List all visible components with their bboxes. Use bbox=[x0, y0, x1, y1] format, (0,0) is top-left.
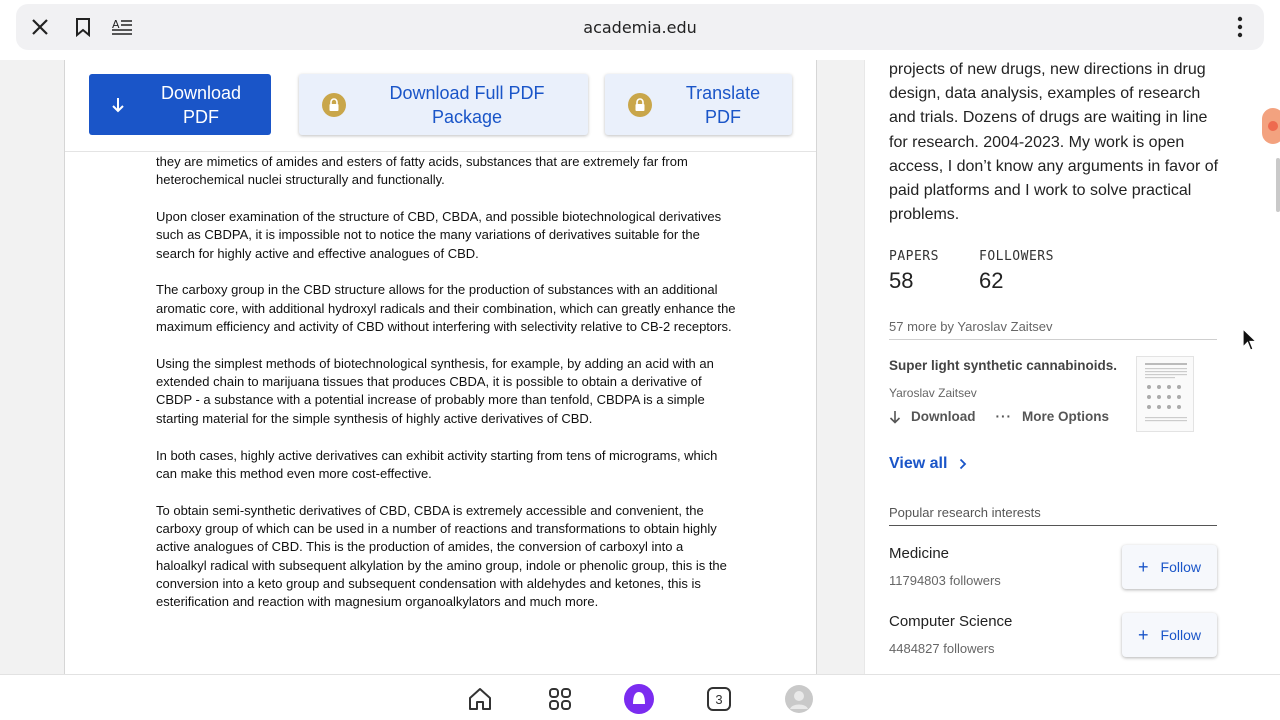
assistant-icon[interactable] bbox=[623, 683, 655, 715]
paper-author[interactable]: Yaroslav Zaitsev bbox=[889, 386, 977, 400]
plus-icon: + bbox=[1138, 624, 1149, 645]
paper-title-link[interactable]: Super light synthetic cannabinoids. bbox=[889, 358, 1118, 373]
arrow-down-icon bbox=[111, 97, 125, 113]
translate-pdf-button[interactable] bbox=[605, 74, 792, 135]
mouse-cursor-icon bbox=[1242, 328, 1258, 357]
download-pdf-label: Download PDF bbox=[160, 82, 242, 127]
document-paragraph: Upon closer examination of the structure of CBD, CBDA, and possible biotechnological derivatives such as CBDPA, it is impossible not to notice the many variations of derivatives suitable for the search for highly active and effective analogues of CBD. bbox=[156, 209, 722, 261]
more-by-heading: 57 more by Yaroslav Zaitsev bbox=[889, 319, 1217, 340]
plus-icon: + bbox=[1138, 556, 1149, 577]
document-paragraph: Using the simplest methods of biotechnological synthesis, for example, by adding an acid with an extended chain to marijuana tissues that produces CBDA, it is possible to obtain a derivative of CBDP - a substance with a potential increase of probably more than tenfold, CBDPA is a simple starting material for the simple synthesis of highly active derivatives of CBD. bbox=[156, 355, 714, 426]
bottom-navigation bbox=[0, 674, 1280, 720]
paper-actions bbox=[889, 409, 1109, 424]
interest-followers: 11794803 followers bbox=[889, 573, 1001, 588]
apps-grid-icon[interactable] bbox=[544, 683, 576, 715]
floating-bubble[interactable] bbox=[1262, 108, 1280, 144]
download-icon[interactable] bbox=[889, 410, 901, 424]
download-full-label: Download Full PDF Package bbox=[389, 82, 545, 127]
view-all-link[interactable] bbox=[889, 455, 967, 473]
document-page[interactable] bbox=[64, 60, 817, 674]
scrollbar-thumb[interactable] bbox=[1276, 158, 1280, 212]
url-display[interactable]: academia.edu bbox=[583, 18, 697, 37]
document-paragraph: In both cases, highly active derivatives can exhibit activity starting from tens of micrograms, which can make this method even more cost-effective. bbox=[156, 447, 718, 481]
download-full-pdf-button[interactable] bbox=[299, 74, 588, 135]
author-bio: projects of new drugs, new directions in drug design, data analysis, examples of research and trials. Dozens of drugs are waiting in line for research. 2004-2023. My work is open access, I don’t know any arguments in favor of paid platforms and I work to solve practical problems. bbox=[889, 61, 1219, 224]
chevron-right-icon bbox=[959, 458, 967, 470]
more-options-icon[interactable]: ··· bbox=[995, 409, 1012, 424]
document-text bbox=[156, 153, 736, 630]
followers-label: FOLLOWERS bbox=[979, 249, 1054, 264]
interest-name[interactable]: Medicine bbox=[889, 545, 950, 562]
follow-label: Follow bbox=[1160, 559, 1201, 575]
paper-thumbnail[interactable] bbox=[1136, 356, 1194, 432]
more-options-link[interactable]: More Options bbox=[1022, 409, 1109, 424]
translate-label: Translate PDF bbox=[685, 82, 761, 127]
document-paragraph: they are mimetics of amides and esters of fatty acids, substances that are extremely far from heterochemical nuclei structurally and functionally. bbox=[156, 154, 688, 188]
svg-text:A: A bbox=[112, 18, 120, 31]
followers-count[interactable]: 62 bbox=[979, 268, 1004, 293]
papers-label: PAPERS bbox=[889, 249, 939, 264]
address-bar bbox=[16, 4, 1264, 50]
author-sidebar bbox=[864, 60, 1280, 674]
document-paragraph: The carboxy group in the CBD structure allows for the production of substances with an additional aromatic core, with additional hydroxyl radicals and their combination, which can greatly enhance the maximum efficiency and activity of CBD without interfering with selectivity relative to CB-2 receptors. bbox=[156, 282, 736, 335]
paper-download-link[interactable]: Download bbox=[911, 409, 976, 424]
interest-name[interactable]: Computer Science bbox=[889, 613, 1013, 630]
view-all-label: View all bbox=[889, 455, 948, 472]
follow-label: Follow bbox=[1160, 627, 1201, 643]
papers-count[interactable]: 58 bbox=[889, 268, 914, 293]
home-icon[interactable] bbox=[464, 683, 496, 715]
lock-icon bbox=[628, 93, 652, 117]
menu-icon[interactable] bbox=[1228, 15, 1252, 39]
download-toolbar bbox=[65, 60, 816, 152]
profile-avatar-icon[interactable] bbox=[783, 683, 815, 715]
popular-interests-heading: Popular research interests bbox=[889, 505, 1217, 526]
lock-icon bbox=[322, 93, 346, 117]
document-paragraph: To obtain semi-synthetic derivatives of CBD, CBDA is extremely accessible and convenient, the carboxy group of which can be used in a number of reactions and transformations to obtain highly active analogues of CBD. This is the production of amides, the conversion of carboxyl into a haloalkyl radical with subsequent alkylation by the amino group, indole or phenolic group, this is the conversion into a keto group and subsequent condensation with aldehydes and ketones, this is esterification and reaction with magnesium organoalkylators and much more. bbox=[156, 502, 727, 610]
browser-toolbar bbox=[0, 0, 1280, 60]
interest-followers: 4484827 followers bbox=[889, 641, 995, 656]
tabs-count-icon[interactable] bbox=[703, 683, 735, 715]
download-pdf-button[interactable] bbox=[89, 74, 271, 135]
follow-button[interactable] bbox=[1122, 545, 1217, 589]
follow-button[interactable] bbox=[1122, 613, 1217, 657]
tabs-count: 3 bbox=[707, 687, 731, 711]
